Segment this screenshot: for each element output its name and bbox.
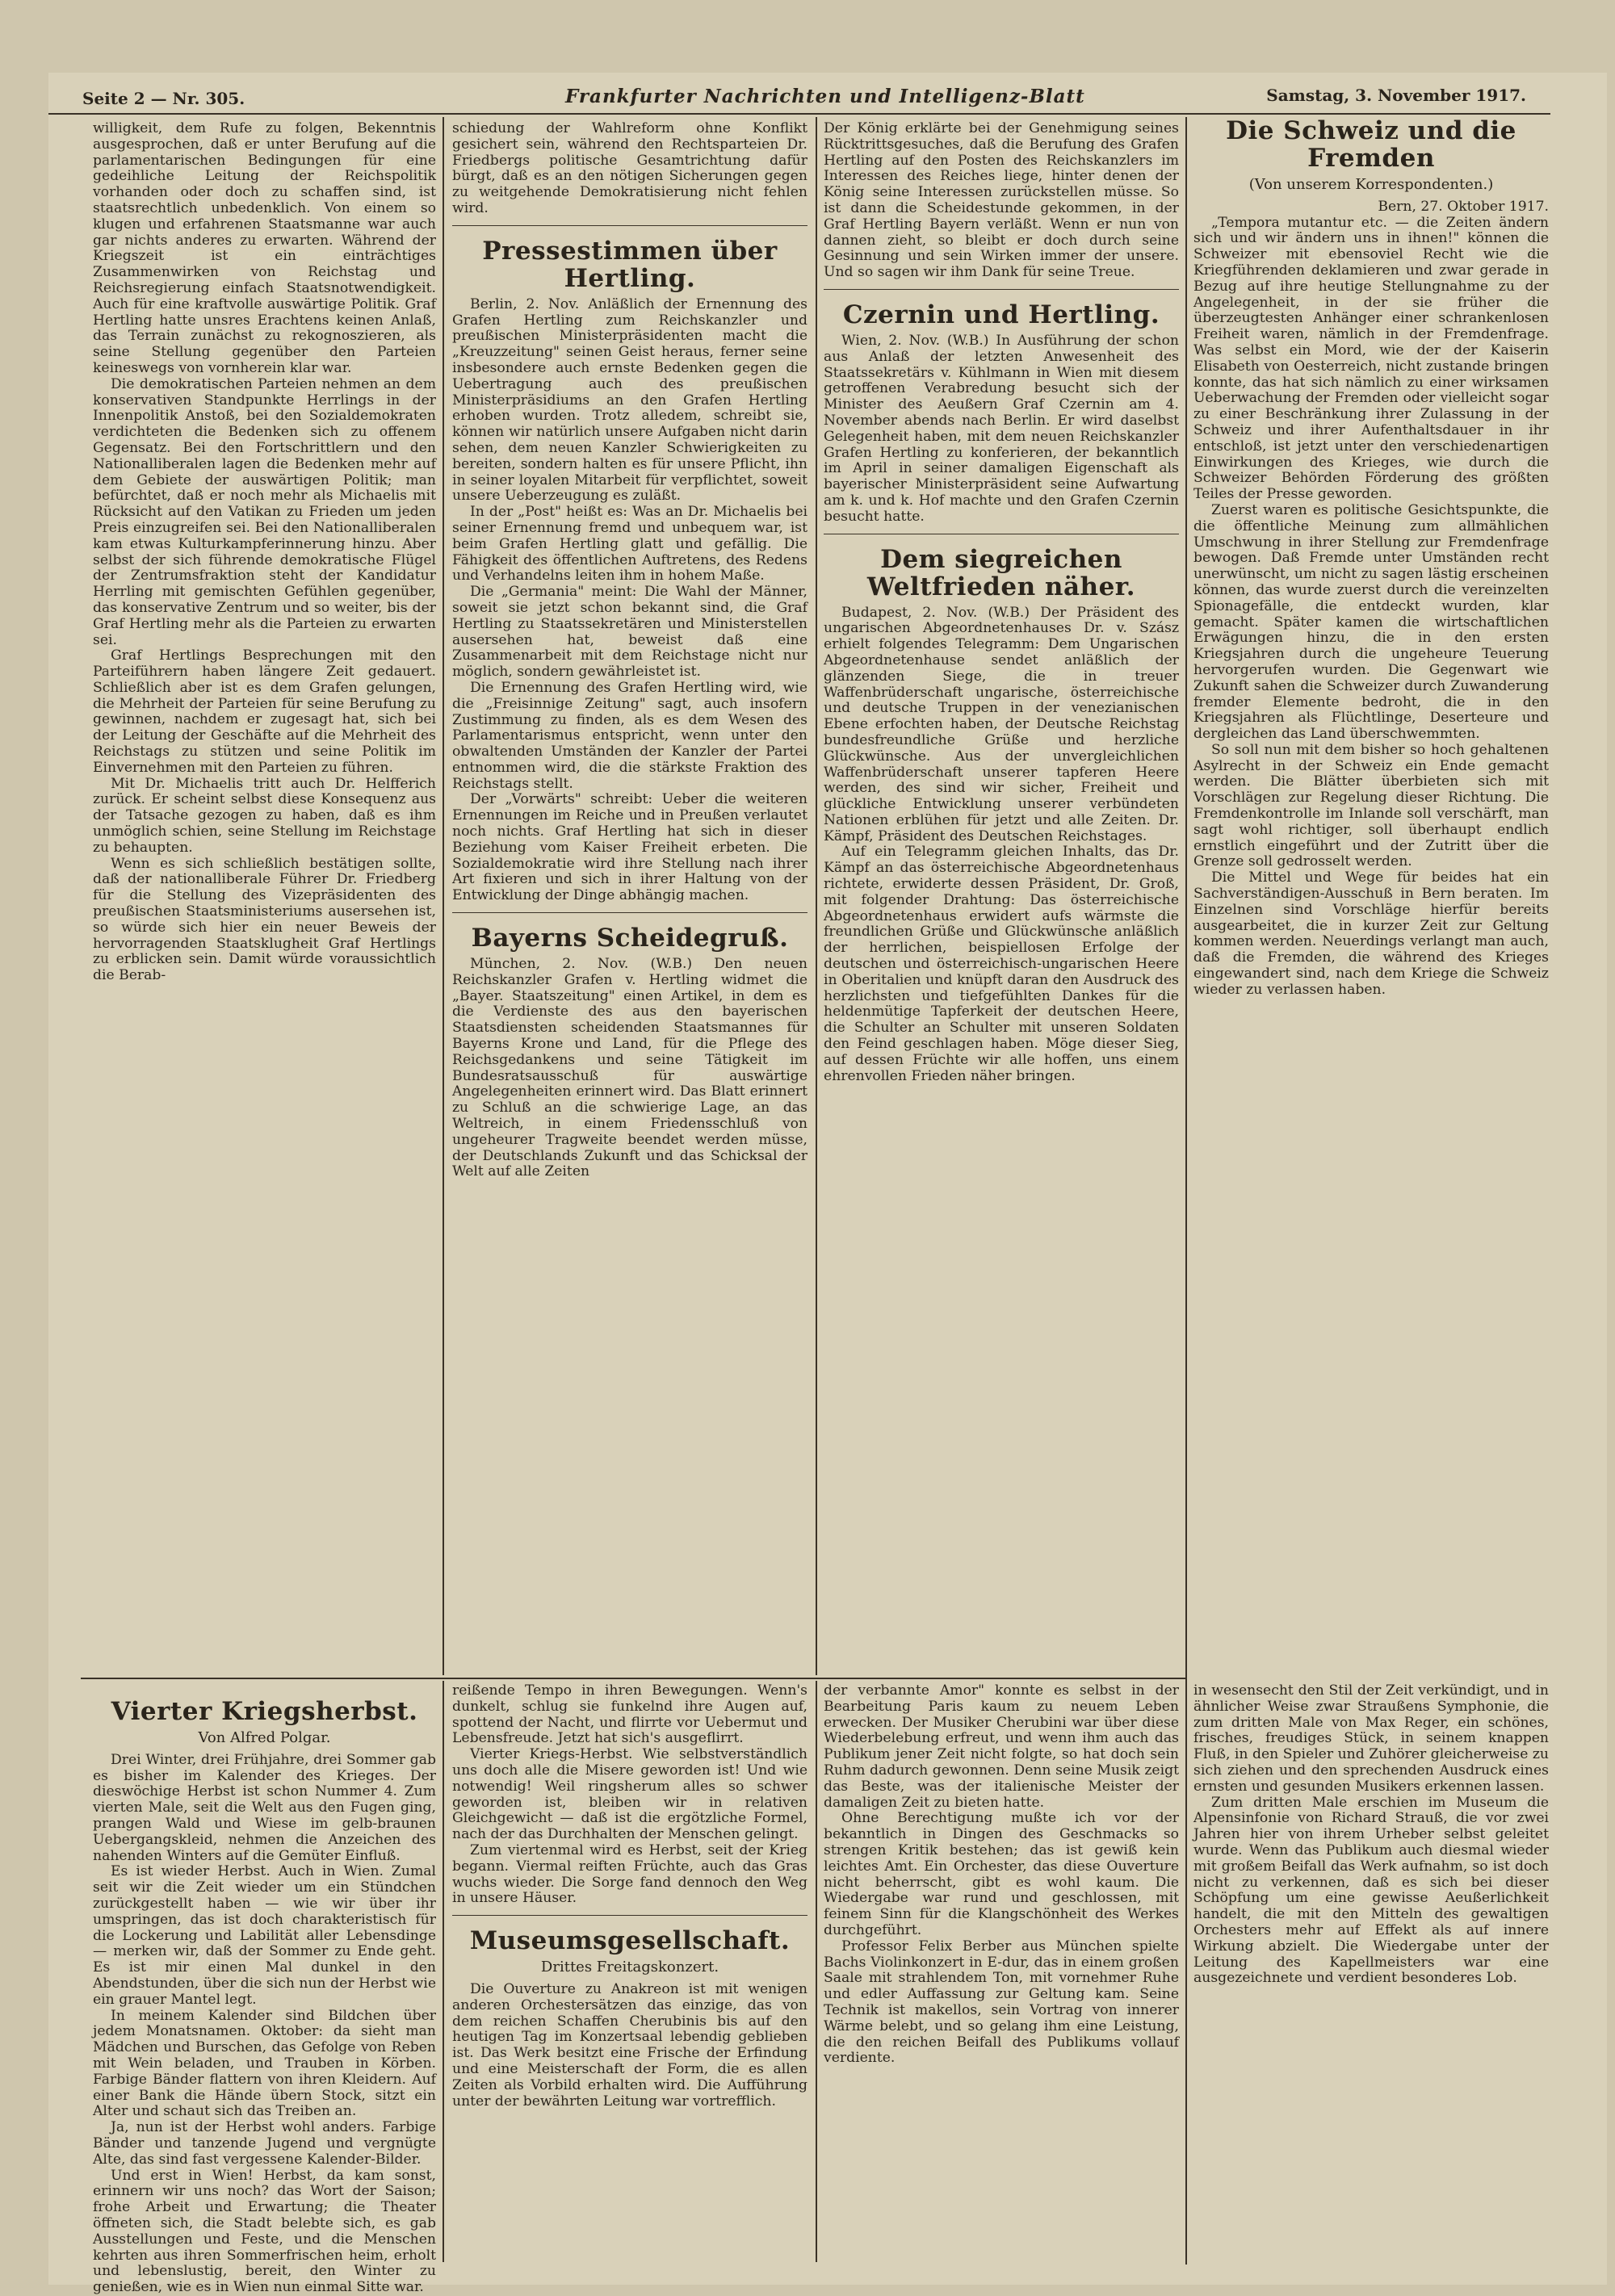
article-paragraph: München, 2. Nov. (W.B.) Den neuen Reichskanzler Grafen v. Hertling widmet die „Bayer. Staatszeitung" einen Artikel, in dem es die Verdienste des aus den bayerischen Staatsdiensten scheidenden Staatsmannes für Bayerns Krone und Land, für die Pflege des Reichsgedankens und seine Tätigkeit im Bundesratsausschuß für auswärtige Angelegenheiten erinnert wird. Das Blatt erinnert zu Schluß an die schwierige Lage, an das Weltreich, in einem Friedensschluß von ungeheurer Tragweite beendet werden müsse, der Deutschlands Zukunft und das Schicksal der Welt auf alle Zeiten: [452, 956, 808, 1180]
article-paragraph: Berlin, 2. Nov. Anläßlich der Ernennung des Grafen Hertling zum Reichskanzler und preußischen Ministerpräsidenten macht die „Kreuzzeitung" seinen Geist heraus, ferner seine insbesondere auch ernste Bedenken gegen die Uebertragung auch des preußischen Ministerpräsidiums an den Grafen Hertling erhoben wurden. Trotz alledem, schreibt sie, können wir natürlich unsere Aufgaben nicht darin sehen, dem neuen Kanzler Schwierigkeiten zu bereiten, sondern halten es für unsere Pflicht, ihn in seiner loyalen Mitarbeit für verpflichtet, soweit unsere Ueberzeugung es zuläßt.: [452, 295, 808, 505]
article-paragraph: in wesensecht den Stil der Zeit verkündigt, und in ähnlicher Weise zwar Straußens Symphonie, die zum dritten Male von Max Reger, ein schönes, frisches, freudiges Stück, in seinem knappen Fluß, in den Spieler und Zuhörer gleicherweise zu sich ziehen und den sprechenden Ausdruck eines ernsten und gesunden Musikers erkennen lassen.: [1193, 1682, 1549, 1795]
article-dateline: Bern, 27. Oktober 1917.: [1378, 198, 1549, 215]
article-paragraph: Und erst in Wien! Herbst, da kam sonst, erinnern wir uns noch? das Wort der Saison; frohe Arbeit und Erwartung; die Theater öffneten sich, die Stadt belebte sich, es gab Ausstellungen und Feste, und die Menschen kehrten aus ihren Sommerfrischen heim, erholt und lebenslustig, bereit, den Winter zu genießen, wie es in Wien nun einmal Sitte war.: [93, 2167, 436, 2296]
section-rule: [452, 225, 808, 226]
article-paragraph: Budapest, 2. Nov. (W.B.) Der Präsident des ungarischen Abgeordnetenhauses Dr. v. Szász erhielt folgendes Telegramm: Dem Ungarischen Abgeordnetenhause sendet anläßlich der glänzenden Siege, die in treuer Waffenbrüderschaft ungarische, österreichische und deutsche Truppen in der venezianischen Ebene erfochten haben, der Deutsche Reichstag bundesfreundliche Grüße und herzliche Glückwünsche. Aus der unvergleichlichen Waffenbrüderschaft unserer tapferen Heere werden, des sind wir sicher, Freiheit und glückliche Entwicklung unserer verbündeten Nationen erblühen für jetzt und alle Zeiten. Dr. Kämpf, Präsident des Deutschen Reichstages.: [824, 604, 1179, 844]
article-paragraph: In meinem Kalender sind Bildchen über jedem Monatsnamen. Oktober: da sieht man Mädchen und Burschen, das Gefolge von Reben mit Wein beladen, und Trauben in Körben. Farbige Bänder flattern von ihren Kleidern. Auf einer Bank die Hände übern Stock, sitzt ein Alter und schaut sich das Treiben an.: [93, 2007, 436, 2120]
column-rule: [443, 117, 444, 1675]
article-paragraph: Zum viertenmal wird es Herbst, seit der Krieg begann. Viermal reiften Früchte, auch das Gras wuchs wieder. Die Sorge fand dennoch den Weg in unsere Häuser.: [452, 1841, 808, 1907]
column-4-lower: [1193, 1683, 1549, 2260]
article-paragraph: Zuerst waren es politische Gesichtspunkte, die die öffentliche Meinung zum allmählichen Umschwung in ihrer Stellung zur Fremdenfrage bewogen. Daß Fremde unter Umständen recht unerwünscht, um nicht zu sagen lästig erscheinen können, das wurde zuerst durch die vereinzelten Spionagefälle, die entdeckt wurden, klar gemacht. Später kamen die wirtschaftlichen Erwägungen hinzu, die in den ersten Kriegsjahren durch die ungeheure Teuerung hervorgerufen wurden. Die Gegenwart wie Zukunft sahen die Schweizer durch Zuwanderung fremder Elemente bedroht, die in den Kriegsjahren als Flüchtlinge, Deserteure und dergleichen das Land überschwemmten.: [1193, 501, 1549, 743]
column-rule: [816, 1681, 817, 2262]
article-paragraph: Drei Winter, drei Frühjahre, drei Sommer gab es bisher im Kalender des Krieges. Der dieswöchige Herbst ist schon Nummer 4. Zum vierten Male, seit die Welt aus den Fugen ging, prangen Wald und Wiese im gelb-braunen Uebergangskleid, nehmen die Anzeichen des nahenden Winters auf die Gemüter Einfluß.: [93, 1751, 436, 1864]
article-paragraph: Die Ouverture zu Anakreon ist mit wenigen anderen Orchestersätzen das einzige, das von dem reichen Schaffen Cherubinis bis auf den heutigen Tag im Konzertsaal lebendig geblieben ist. Das Werk besitzt eine Frische der Erfindung und eine Meisterschaft der Form, die es allen Zeiten als Vorbild erhalten wird. Die Aufführung unter der bewährten Leitung war vortrefflich.: [452, 1980, 808, 2110]
article-paragraph: Zum dritten Male erschien im Museum die Alpensinfonie von Richard Strauß, die vor zwei Jahren hier von ihrem Urheber selbst geleitet wurde. Wenn das Publikum auch diesmal wieder mit großem Beifall das Werk aufnahm, so ist doch nicht zu verkennen, daß es sich bei dieser Schöpfung um eine gewisse Aeußerlichkeit handelt, die mit den Mitteln des gewaltigen Orchesters mehr auf Effekt als auf innere Wirkung abzielt. Die Wiedergabe unter der Leitung des Kapellmeisters war eine ausgezeichnete und verdient besonderes Lob.: [1193, 1794, 1549, 1987]
article-paragraph: willigkeit, dem Rufe zu folgen, Bekenntnis ausgesprochen, daß er unter Berufung auf die parlamentarischen Bedingungen für eine gedeihliche Leitung der Reichspolitik vorhanden oder doch zu schaffen sind, ist staatsrechtlich unbedenklich. Von einem so klugen und erfahrenen Staatsmanne war auch gar nichts anderes zu erwarten. Während der Kriegszeit ist ein einträchtiges Zusammenwirken von Reichstag und Reichsregierung einfach Staatsnotwendigkeit. Auch für eine kraftvolle auswärtige Politik. Graf Hertling hatte unsres Erachtens keinen Anlaß, das Terrain zunächst zu rekognoszieren, als seine Stellung gegenüber den Parteien keineswegs von vornherein klar war.: [93, 120, 436, 376]
article-paragraph: „Tempora mutantur etc. — die Zeiten ändern sich und wir ändern uns in ihnen!" können die Schweizer mit ebensoviel Recht wie die Kriegführenden deklamieren und zwar gerade in Bezug auf ihre heutige Stellungnahme zu der Angelegenheit, in der sie früher die überzeugtesten Anhänger einer schrankenlosen Freiheit waren, nämlich in der Fremdenfrage. Was selbst ein Mord, wie der der Kaiserin Elisabeth von Oesterreich, nicht zustande bringen konnte, das hat sich nämlich zu einer wirksamen Ueberwachung der Fremden oder vielleicht sogar zu einer Beschränkung ihrer Zulassung in der Schweiz und ihrer Aufenthaltsdauer in ihr entschloß, ist jetzt unter den verschiedenartigen Einwirkungen des Krieges, wie durch die Schweizer Behörden Förderung des größten Teiles der Presse geworden.: [1193, 214, 1549, 503]
column-4: [1193, 117, 1549, 1663]
section-rule: [452, 1915, 808, 1916]
article-paragraph: Auf ein Telegramm gleichen Inhalts, das Dr. Kämpf an das österreichische Abgeordnetenhaus richtete, erwiderte dessen Präsident, Dr. Groß, mit folgender Drahtung: Das österreichische Abgeordnetenhaus erwidert aufs wärmste die freundlichen Grüße und Glückwünsche anläßlich der herrlichen, beispiellosen Erfolge der deutschen und österreichisch-ungarischen Heere in Oberitalien und knüpft daran den Ausdruck des herzlichsten und tiefgefühlten Dankes für die heldenmütige Tapferkeit der deutschen Heere, die Schulter an Schulter mit unseren Soldaten den Feind geschlagen haben. Möge dieser Sieg, auf dessen Früchte wir alle hoffen, uns einem ehrenvollen Frieden näher bringen.: [824, 844, 1179, 1084]
article-paragraph: Die demokratischen Parteien nehmen an dem konservativen Standpunkte Herrlings in der Innenpolitik Anstoß, bei den Sozialdemokraten verdichteten die Bedenken sich zu offenem Gegensatz. Bei den Fortschrittlern und den Nationalliberalen lagen die Bedenken mehr auf dem Gebiete der auswärtigen Politik; man befürchtet, daß er noch mehr als Michaelis mit Rücksicht auf den Vatikan zu Frieden um jeden Preis einzugreifen sei. Bei den Nationalliberalen kam etwas Kulturkampferinnerung hinzu. Aber selbst der sich führende demokratische Flügel der Zentrumsfraktion steht der Kandidatur Herrling mit gemischten Gefühlen gegenüber, das konservative Zentrum und so weiter, bis der Graf Hertling mehr als die Parteien zu erwarten sei.: [93, 375, 436, 648]
column-1: [93, 121, 436, 1671]
article-paragraph: Die Mittel und Wege für beides hat ein Sachverständigen-Ausschuß in Bern beraten. Im Einzelnen sind Vorschläge hierfür bereits ausgearbeitet, die in kurzer Zeit zur Geltung kommen werden. Neuerdings verlangt man auch, daß die Fremden, die während des Krieges eingewandert sind, nach dem Kriege die Schweiz wieder zu verlassen haben.: [1193, 869, 1549, 998]
masthead-title: Frankfurter Nachrichten und Intelligenz-Blatt: [565, 86, 1085, 107]
feuilleton-column-1: [93, 1683, 436, 2296]
section-rule: [824, 289, 1179, 290]
article-byline: (Von unserem Korrespondenten.): [1248, 176, 1494, 193]
page-header: [48, 81, 1550, 115]
article-heading: Czernin und Hertling.: [842, 300, 1160, 329]
article-paragraph: Der „Vorwärts" schreibt: Ueber die weiteren Ernennungen im Reiche und in Preußen verlautet noch nichts. Graf Hertling hat sich in dieser Beziehung vom Kaiser Freiheit erbeten. Die Sozialdemokratie wird ihre Stellung nach ihrer Art fixieren und sich in ihrer Haltung von der Entwicklung der Dinge abhängig machen.: [452, 791, 808, 904]
column-rule: [1185, 117, 1187, 2265]
article-paragraph: Die Ernennung des Grafen Hertling wird, wie die „Freisinnige Zeitung" sagt, auch insofern Zustimmung zu finden, als es dem Wesen des Parlamentarismus entspricht, wenn unter den obwaltenden Umständen der Kanzler der Partei entnommen wird, die die stärkste Fraktion des Reichstags stellt.: [452, 679, 808, 792]
article-paragraph: Vierter Kriegs-Herbst. Wie selbstverständlich uns doch alle die Misere geworden ist! Und wie notwendig! Weil ringsherum alles so schwer geworden ist, bleiben wir in relativen Gleichgewicht — daß ist die ergötzliche Formel, nach der das Durchhalten der Menschen gelingt.: [452, 1746, 808, 1843]
article-paragraph: Graf Hertlings Besprechungen mit den Parteiführern haben längere Zeit gedauert. Schließlich aber ist es dem Grafen gelungen, die Mehrheit der Parteien für seine Berufung zu gewinnen, nachdem er zugesagt hat, sich bei der Leitung der Geschäfte auf die Mehrheit des Reichstags zu stützen und seine Politik im Einvernehmen mit den Parteien zu führen.: [93, 647, 436, 776]
feuilleton-column-3: [824, 1683, 1179, 2260]
article-paragraph: So soll nun mit dem bisher so hoch gehaltenen Asylrecht in der Schweiz ein Ende gemacht werden. Die Blätter überbieten sich mit Vorschlägen zur Regelung dieser Richtung. Die Fremdenkontrolle im Inlande soll verschärft, man sagt wohl richtiger, soll überhaupt endlich ernstlich eingeführt und der Zutritt über die Grenze soll gedrosselt werden.: [1193, 741, 1549, 870]
article-paragraph: schiedung der Wahlreform ohne Konflikt gesichert sein, während den Rechtsparteien Dr. Friedbergs politische Gesamtrichtung dafür bürgt, daß es an den nötigen Sicherungen gegen zu weitgehende Demokratisierung nicht fehlen wird.: [452, 120, 808, 216]
issue-date: Samstag, 3. November 1917.: [1266, 86, 1526, 105]
article-heading: Vierter Kriegsherbst.: [111, 1697, 418, 1726]
article-paragraph: Die „Germania" meint: Die Wahl der Männer, soweit sie jetzt schon bekannt sind, die Graf Hertling zu Staatssekretären und Ministerstellen ausersehen hat, beweist daß eine Zusammenarbeit mit dem Reichstage nicht nur möglich, sondern gewährleistet ist.: [452, 584, 808, 681]
article-paragraph: Wien, 2. Nov. (W.B.) In Ausführung der schon aus Anlaß der letzten Anwesenheit des Staatssekretärs v. Kühlmann in Wien mit diesem getroffenen Verabredung besucht sich der Minister des Aeußern Graf Czernin am 4. November abends nach Berlin. Er wird daselbst Gelegenheit haben, mit dem neuen Reichskanzler Grafen Hertling zu konferieren, der bekanntlich im April in seiner damaligen Eigenschaft als bayerischer Ministerpräsident seine Aufwartung am k. und k. Hof machte und den Grafen Czernin besucht hatte.: [824, 332, 1179, 525]
section-rule: [452, 912, 808, 913]
article-paragraph: der verbannte Amor" konnte es selbst in der Bearbeitung Paris kaum zu neuem Leben erwecken. Der Musiker Cherubini war über diese Wiederbelebung erfreut, und wenn ihm auch das Publikum jener Zeit nicht folgte, so hat doch sein Ruhm dadurch gewonnen. Denn seine Musik zeigt das Beste, was der italienische Meister der damaligen Zeit zu bieten hatte.: [824, 1682, 1179, 1811]
article-paragraph: Der König erklärte bei der Genehmigung seines Rücktrittsgesuches, daß die Berufung des Grafen Hertling auf den Posten des Reichskanzlers im Interessen des Reiches liege, hinter denen der König seine Interessen zurückstellen müsse. So ist dann die Scheidestunde gekommen, in der Graf Hertling Bayern verläßt. Wenn er nun von dannen zieht, so bleibt er doch durch seine Gesinnung und sein Wirken immer der unsere. Und so sagen wir ihm Dank für seine Treue.: [824, 120, 1179, 281]
article-paragraph: Professor Felix Berber aus München spielte Bachs Violinkonzert in E-dur, das in einem großen Saale mit strahlendem Ton, mit vornehmer Ruhe und edler Auffassung zur Geltung kam. Seine Technik ist makellos, sein Vortrag von innerer Wärme belebt, und so gelang ihm eine Leistung, die den reichen Beifall des Publikums vollauf verdiente.: [824, 1938, 1179, 2067]
article-paragraph: Ja, nun ist der Herbst wohl anders. Farbige Bänder und tanzende Jugend und vergnügte Alte, das sind fast vergessene Kalender-Bilder.: [93, 2119, 436, 2168]
article-paragraph: Es ist wieder Herbst. Auch in Wien. Zumal seit wir die Zeit wieder um ein Stündchen zurückgestellt haben — wie wir über ihr umspringen, das ist doch charakteristisch für die Lockerung und Labilität aller Lebensdinge — merken wir, daß der Sommer zu Ende geht. Es ist mir einen Mal dunkel in den Abendstunden, über die sich nun der Herbst wie ein grauer Mantel legt.: [93, 1863, 436, 2008]
article-paragraph: reißende Tempo in ihren Bewegungen. Wenn's dunkelt, schlug sie funkelnd ihre Augen auf, spottend der Nacht, und flirrte vor Uebermut und Lebensfreude. Jetzt hat sich's ausgeflirrt.: [452, 1682, 808, 1747]
feuilleton-divider: [81, 1678, 1185, 1679]
article-paragraph: Ohne Berechtigung mußte ich vor der bekanntlich in Dingen des Geschmacks so strengen Kritik bestehen; das ist gewiß kein leichtes Amt. Ein Orchester, das diese Ouverture nicht beherrscht, gibt es wohl kaum. Die Wiedergabe war rund und geschlossen, mit feinem Sinn für die Klangschönheit des Werkes durchgeführt.: [824, 1810, 1179, 1938]
column-2: [452, 121, 808, 1671]
article-byline: Drittes Freitagskonzert.: [540, 1959, 719, 1976]
column-rule: [443, 1681, 444, 2262]
article-byline: Von Alfred Polgar.: [198, 1729, 331, 1746]
article-heading: Die Schweiz und die Fremden: [1226, 116, 1516, 173]
article-paragraph: Wenn es sich schließlich bestätigen sollte, daß der nationalliberale Führer Dr. Friedberg für die Stellung des Vizepräsidenten des preußischen Staatsministeriums ausersehen ist, so würde sich hier ein neuer Beweis der hervorragenden Staatsklugheit Graf Hertlings zu erblicken sein. Damit würde voraussichtlich die Berab-: [93, 855, 436, 984]
article-heading: Pressestimmen über Hertling.: [482, 236, 778, 293]
article-heading: Bayerns Scheidegruß.: [471, 924, 789, 953]
article-paragraph: Mit Dr. Michaelis tritt auch Dr. Helfferich zurück. Er scheint selbst diese Konsequenz aus der Tatsache gezogen zu haben, daß es ihm unmöglich schien, seine Stellung im Reichstage zu behaupten.: [93, 775, 436, 856]
column-rule: [816, 117, 817, 1675]
article-heading: Museumsgesellschaft.: [469, 1926, 791, 1956]
article-paragraph: In der „Post" heißt es: Was an Dr. Michaelis bei seiner Ernennung fremd und unbequem war, ist beim Grafen Hertling glatt und gefällig. Die Fähigkeit des öffentlichen Auftretens, des Redens und Verhandelns leiten ihm in hohem Maße.: [452, 504, 808, 584]
column-3: [824, 121, 1179, 1671]
page-number: Seite 2 — Nr. 305.: [82, 89, 245, 108]
feuilleton-column-2: [452, 1683, 808, 2260]
article-heading: Dem siegreichen Weltfrieden näher.: [866, 544, 1136, 601]
